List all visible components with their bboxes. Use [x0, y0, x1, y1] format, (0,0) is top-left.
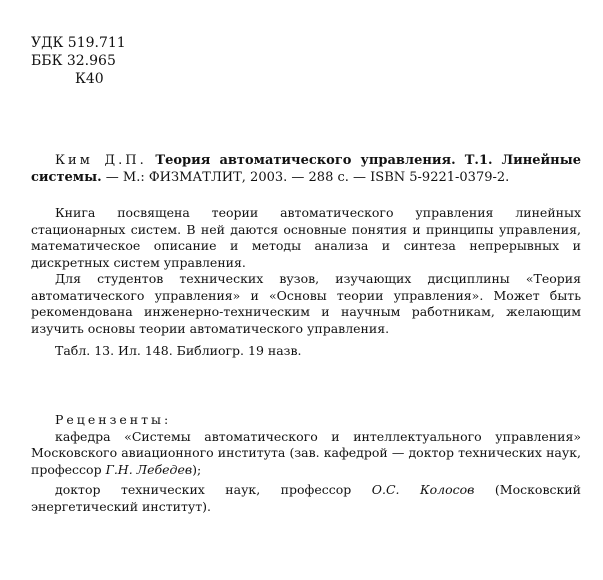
bibliographic-description	[31, 152, 581, 186]
annotation-paragraph-1: Книга посвящена теории автоматического управления линейных стационарных систем. В ней даются основные понятия и принципы управления, математическое описание и методы анализа и синтеза непрерывных и дискретных систем управления.	[31, 205, 581, 270]
reviewer-2-end: (Московский энергетический институт).	[31, 482, 581, 514]
publisher-info: — М.: ФИЗМАТЛИТ, 2003. — 288 с. — ISBN 5-9221-0379-2.	[105, 170, 510, 185]
reviewer-2-name: О.С. Колосов	[371, 482, 475, 497]
author-mark: К40	[75, 71, 104, 87]
reviewer-2	[31, 482, 581, 515]
reviewer-1-end: );	[192, 461, 202, 477]
book-imprint-page	[31, 34, 582, 514]
udk-code: УДК 519.711	[31, 35, 126, 51]
annotation-paragraph-2: Для студентов технических вузов, изучающих дисциплины «Теория автоматического управления» и «Основы теории управления». Может быть рекомендована инженерно-техническим и научным работникам, желающим изучить основы теории автоматического управления.	[31, 271, 581, 336]
reviewer-1-name: Г.Н. Лебедев	[105, 461, 193, 477]
reviewer-1-text: кафедра «Системы автоматического и интеллектуального управления» Московского авиационного института (зав. кафедрой — доктор технических наук, профессор	[31, 428, 581, 477]
reviewers-section	[31, 412, 581, 515]
author-name: Ким Д.П.	[55, 153, 147, 168]
reviewer-2-text: доктор технических наук, профессор	[55, 482, 352, 497]
book-title: Теория автоматического управления. Т.1. Линейные системы.	[31, 153, 582, 185]
annotation-stats: Табл. 13. Ил. 148. Библиогр. 19 назв.	[55, 343, 302, 358]
bbk-code: ББК 32.965	[31, 53, 116, 69]
reviewers-heading	[31, 412, 581, 429]
reviewers-heading-text: Рецензенты:	[55, 412, 172, 427]
annotation	[31, 205, 581, 360]
classification-codes	[31, 34, 581, 88]
reviewer-1	[31, 429, 581, 479]
